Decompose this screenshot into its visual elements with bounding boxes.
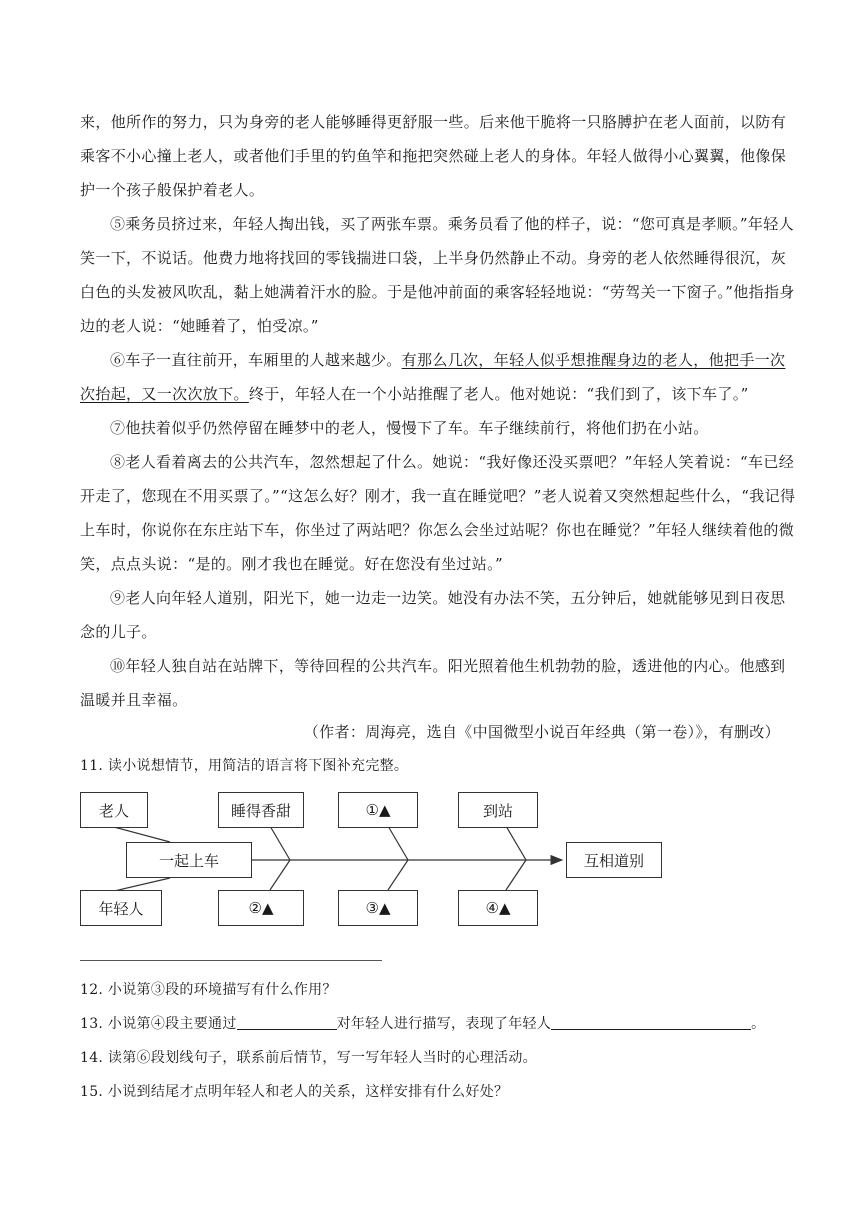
question-15: 15. 小说到结尾才点明年轻人和老人的关系，这样安排有什么好处？: [80, 1084, 509, 1100]
paragraph-8-line: 上车时，你说你在东庄站下车，你坐过了两站吧？你怎么会坐过站呢？你也在睡觉？”年轻人继续着他的微: [80, 521, 795, 539]
box-start: 一起上车: [126, 842, 252, 878]
plot-diagram: [70, 784, 680, 934]
box-top-1: 睡得香甜: [218, 792, 304, 828]
question-13-part-c: 。: [751, 1016, 766, 1032]
question-11: 11. 读小说想情节，用简洁的语言将下图补充完整。: [80, 758, 409, 774]
paragraph-6-line: [80, 384, 780, 404]
underlined-sentence: 次抬起，又一次次放下。: [80, 385, 249, 403]
answer-blank-2[interactable]: [551, 1015, 751, 1030]
question-13-part-b: 对年轻人进行描写，表现了年轻人: [336, 1016, 552, 1032]
paragraph-6-text: 终于，年轻人在一个小站推醒了老人。他对她说：“我们到了，该下车了。”: [248, 385, 749, 403]
box-bottom-2: ③▲: [338, 890, 418, 926]
answer-line: [80, 960, 382, 961]
question-13-part-a: 13. 小说第④段主要通过: [80, 1016, 237, 1032]
question-13: [80, 1014, 780, 1034]
source-citation: （作者：周海亮，选自《中国微型小说百年经典（第一卷）》，有删改）: [303, 723, 780, 741]
paragraph-5-line: 白色的头发被风吹乱，黏上她满着汗水的脸。于是他冲前面的乘客轻轻地说：“劳驾关一下窗子。”他指指身: [80, 283, 795, 301]
paragraph-5-line: 笑一下，不说话。他费力地将找回的零钱揣进口袋，上半身仍然静止不动。身旁的老人依然睡得很沉，灰: [80, 249, 787, 267]
question-14: 14. 读第⑥段划线句子，联系前后情节，写一写年轻人当时的心理活动。: [80, 1050, 537, 1066]
paragraph-10-line: 温暖并且幸福。: [80, 691, 188, 709]
paragraph-4-line: 乘客不小心撞上老人，或者他们手里的钓鱼竿和拖把突然碰上老人的身体。年轻人做得小心翼翼，他像保: [80, 147, 787, 165]
box-old-lady: 老人: [80, 792, 148, 828]
paragraph-4-line: 护一个孩子般保护着老人。: [80, 181, 265, 199]
paragraph-10-line: ⑩年轻人独自站在站牌下，等待回程的公共汽车。阳光照着他生机勃勃的脸，透进他的内心。他感到: [110, 657, 786, 675]
box-bottom-3: ④▲: [458, 890, 538, 926]
paragraph-4-line: 来，他所作的努力，只为身旁的老人能够睡得更舒服一些。后来他干脆将一只胳膊护在老人面前，以防有: [80, 113, 787, 131]
paragraph-7-line: ⑦他扶着似乎仍然停留在睡梦中的老人，慢慢下了车。车子继续前行，将他们扔在小站。: [110, 419, 709, 437]
answer-blank-1[interactable]: [237, 1015, 337, 1030]
question-12: 12. 小说第③段的环境描写有什么作用？: [80, 982, 337, 998]
underlined-sentence: 有那么几次，年轻人似乎想推醒身边的老人，他把手一次: [401, 351, 786, 369]
box-end: 互相道别: [566, 842, 662, 878]
paragraph-5-line: ⑤乘务员挤过来，年轻人掏出钱，买了两张车票。乘务员看了他的样子，说：“您可真是孝顺。”年轻人: [110, 215, 794, 233]
box-top-3: 到站: [458, 792, 538, 828]
box-top-2: ①▲: [338, 792, 418, 828]
paragraph-8-line: 开走了，您现在不用买票了。”“这怎么好？刚才，我一直在睡觉吧？”老人说着又突然想起些什么，“我记得: [80, 487, 796, 505]
box-young-man: 年轻人: [80, 890, 162, 926]
paragraph-6-line: [110, 350, 786, 370]
paragraph-9-line: 念的儿子。: [80, 623, 157, 641]
paragraph-9-line: ⑨老人向年轻人道别，阳光下，她一边走一边笑。她没有办法不笑，五分钟后，她就能够见到日夜思: [110, 589, 786, 607]
paragraph-8-line: 笑，点点头说：“是的。刚才我也在睡觉。好在您没有坐过站。”: [80, 555, 503, 573]
paragraph-8-line: ⑧老人看着离去的公共汽车，忽然想起了什么。她说：“我好像还没买票吧？”年轻人笑着说：“车已经: [110, 453, 795, 471]
paragraph-6-text: ⑥车子一直往前开，车厢里的人越来越少。: [110, 351, 402, 369]
box-bottom-1: ②▲: [218, 890, 304, 926]
paragraph-5-line: 边的老人说：“她睡着了，怕受凉。”: [80, 317, 319, 335]
